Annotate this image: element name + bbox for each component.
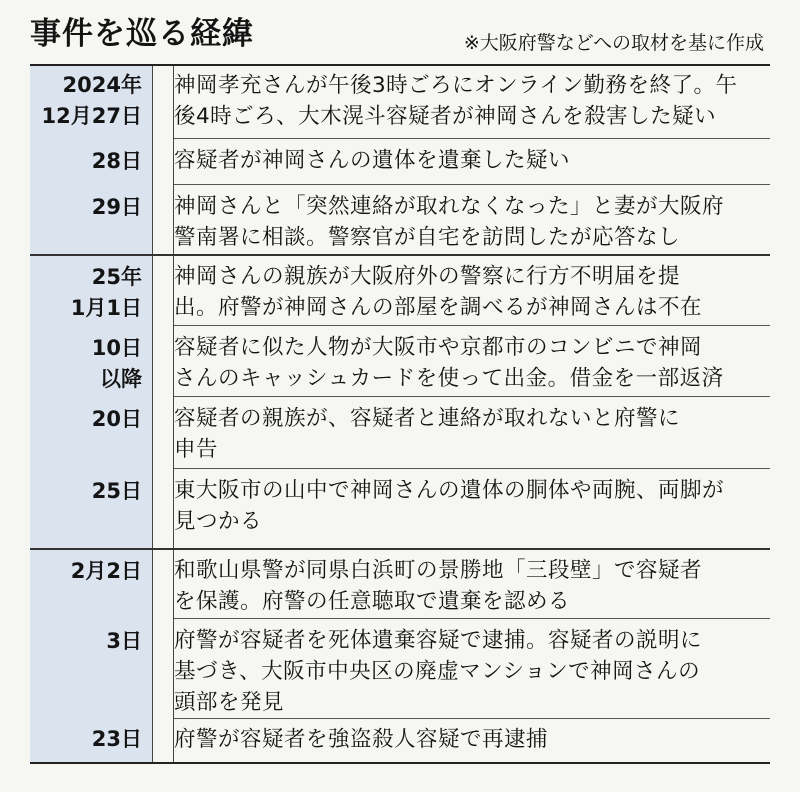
timeline-row — [30, 66, 770, 138]
timeline-table — [30, 64, 770, 764]
timeline-row — [30, 618, 770, 718]
event-text: 神岡孝充さんが午後3時ごろにオンライン勤務を終了。午 後4時ごろ、大木滉斗容疑者が神岡さんを殺害した疑い — [174, 73, 738, 129]
event-text: 容疑者が神岡さんの遺体を遺棄した疑い — [174, 148, 571, 173]
event-date: 10日 以降 — [91, 336, 142, 391]
event-text: 容疑者の親族が、容疑者と連絡が取れないと府警に 申告 — [174, 406, 681, 462]
event-date: 29日 — [91, 195, 142, 219]
event-date: 25日 — [91, 479, 142, 503]
timeline-row — [30, 718, 770, 764]
event-text: 府警が容疑者を死体遺棄容疑で逮捕。容疑者の説明に 基づき、大阪市中央区の廃虚マンションで神岡さんの 頭部を発見 — [174, 628, 703, 715]
timeline-row — [30, 396, 770, 468]
timeline-row — [30, 548, 770, 618]
event-text: 府警が容疑者を強盗殺人容疑で再逮捕 — [174, 727, 549, 752]
event-date: 23日 — [91, 727, 142, 751]
event-date: 28日 — [91, 149, 142, 173]
timeline-row — [30, 184, 770, 254]
timeline-row — [30, 325, 770, 396]
event-date: 20日 — [91, 407, 142, 431]
event-text: 神岡さんの親族が大阪府外の警察に行方不明届を提 出。府警が神岡さんの部屋を調べるが神岡さんは不在 — [174, 264, 703, 320]
event-text: 東大阪市の山中で神岡さんの遺体の胴体や両腕、両脚が 見つかる — [174, 478, 725, 534]
event-text: 神岡さんと「突然連絡が取れなくなった」と妻が大阪府 警南署に相談。警察官が自宅を訪問したが応答なし — [174, 194, 725, 250]
event-text: 容疑者に似た人物が大阪市や京都市のコンビニで神岡 さんのキャッシュカードを使って出金。借金を一部返済 — [174, 335, 724, 391]
event-date: 25年 1月1日 — [70, 265, 142, 320]
timeline-row — [30, 254, 770, 325]
event-date: 2月2日 — [70, 559, 142, 583]
source-note: ※大阪府警などへの取材を基に作成 — [463, 32, 764, 54]
timeline-row — [30, 468, 770, 548]
event-date: 2024年 12月27日 — [41, 73, 142, 128]
event-text: 和歌山県警が同県白浜町の景勝地「三段壁」で容疑者 を保護。府警の任意聴取で遺棄を認める — [174, 558, 703, 614]
event-date: 3日 — [106, 629, 142, 653]
timeline-row — [30, 138, 770, 184]
page-title: 事件を巡る経緯 — [30, 16, 254, 52]
